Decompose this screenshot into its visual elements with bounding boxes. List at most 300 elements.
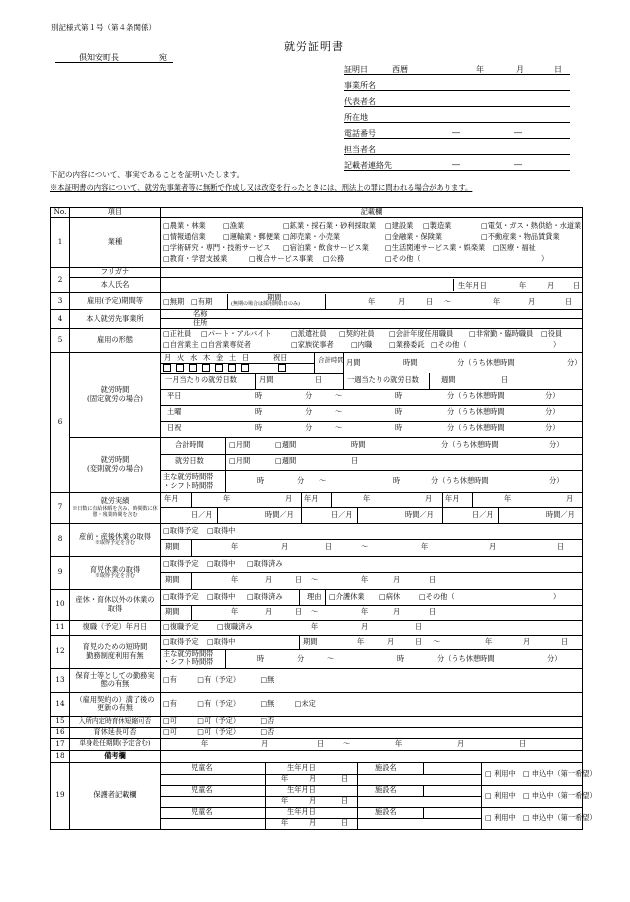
- industry-mining[interactable]: □鉱業・採石業・砂利採取業: [283, 220, 377, 230]
- wd-divider-2: [429, 373, 430, 389]
- sh-end-day: 日: [561, 636, 569, 646]
- hol-start-hour: 時: [255, 422, 263, 432]
- weekly-day-unit: 日: [501, 374, 509, 384]
- extend-no[interactable]: □否: [260, 727, 275, 737]
- work-record-cell: [70, 492, 161, 523]
- nursery-yes[interactable]: □有: [163, 674, 177, 684]
- writer-dash-2: ―: [514, 160, 522, 169]
- mat-tilde: ～: [361, 541, 369, 551]
- sat-end-hour: 時: [395, 406, 403, 416]
- end-year: 年: [493, 296, 501, 306]
- return-label: 復職（予定）年月日: [70, 620, 161, 635]
- check-fri[interactable]: [215, 364, 223, 372]
- reason-sick[interactable]: □病休: [379, 591, 401, 601]
- record-month-3[interactable]: [442, 493, 583, 523]
- emp-part-time[interactable]: □パート・アルバイト: [201, 329, 272, 339]
- wd-start-hour: 時: [255, 390, 263, 400]
- section-8-row: [51, 523, 583, 556]
- industry-research[interactable]: □学術研究・専門・技術サービス: [163, 242, 271, 252]
- check-sat[interactable]: [228, 364, 236, 372]
- shorten-leave-label: 入所内定時育休短縮可否: [70, 716, 161, 727]
- hol-break: 分（うち休憩時間: [447, 422, 505, 432]
- c3-div1: [265, 807, 266, 829]
- sh-start-min: 分: [297, 653, 305, 663]
- work-record-note: ※日数に有給休暇を含み、時間数に休憩・残業時間を含む: [72, 505, 158, 518]
- reason-other[interactable]: □その他（: [419, 591, 455, 601]
- r1-div: [191, 493, 192, 507]
- emp-self-family[interactable]: □自営業専従者: [201, 340, 251, 350]
- r1-hline: [161, 507, 301, 508]
- sat-break-min: 分）: [545, 406, 560, 416]
- var-day-unit: 日: [351, 455, 359, 465]
- section-6-variable-row: [51, 437, 583, 492]
- furigana-label: フリガナ: [70, 268, 161, 278]
- return-planned[interactable]: □復職予定: [163, 621, 199, 631]
- fixed-hours-unit: 時間: [403, 357, 418, 367]
- emp-contract[interactable]: □契約社員: [339, 329, 375, 339]
- industry-composite[interactable]: □複合サービス事業: [249, 253, 314, 263]
- cc-end-month: 月: [393, 574, 401, 584]
- remarks-label: 備考欄: [70, 750, 161, 762]
- ol-end-year: 年: [361, 606, 369, 616]
- industry-agri[interactable]: □農業・林業: [163, 220, 206, 230]
- monthly-day-unit: 日: [315, 374, 323, 384]
- mat-end-day: 日: [557, 541, 565, 551]
- tr-tilde: ～: [343, 738, 351, 748]
- holiday-hours-row[interactable]: [161, 421, 583, 437]
- saturday-hours-row[interactable]: [161, 405, 583, 422]
- sh-break: 分（うち休憩時間: [437, 653, 495, 663]
- child-row-1[interactable]: [161, 762, 597, 786]
- sh-tilde: ～: [433, 636, 441, 646]
- section-5-row: [51, 328, 583, 352]
- nursery-staff-field[interactable]: [161, 668, 583, 692]
- emp-dispatch[interactable]: □派遣社員: [291, 329, 327, 339]
- section-13-row: [51, 668, 583, 692]
- weekday-hours-row[interactable]: [161, 389, 583, 406]
- business-name-field[interactable]: [344, 80, 570, 91]
- var-break: 分（うち休憩時間: [441, 439, 499, 449]
- var-week-check[interactable]: □週間: [275, 439, 297, 449]
- section-15-row: [51, 716, 583, 727]
- variable-hours-block: [161, 437, 583, 492]
- renewal-no[interactable]: □無: [260, 698, 275, 708]
- monthly-days-label: 一月当たりの就労日数: [165, 374, 237, 384]
- transfer-label: 単身赴任期間(予定含む): [70, 738, 161, 750]
- mat-start-month: 月: [281, 541, 289, 551]
- other-planned[interactable]: □取得予定: [163, 591, 199, 601]
- section-2-furigana-row: [51, 268, 583, 278]
- furigana-field[interactable]: [161, 268, 583, 278]
- sh-break-min: 分）: [547, 653, 562, 663]
- shorten-yes-planned[interactable]: □可（予定）: [197, 716, 241, 726]
- renewal-yes[interactable]: □有: [163, 698, 177, 708]
- statement-text: 下記の内容について、事実であることを証明いたします。: [50, 170, 245, 179]
- record-month-2[interactable]: [301, 493, 443, 523]
- c3-status[interactable]: □ 利用中 □ 申込中（第一希望）: [485, 812, 597, 822]
- guardian-label: 保護者記載欄: [70, 762, 161, 829]
- renewal-field[interactable]: [161, 692, 583, 716]
- short-planned[interactable]: □取得予定: [163, 636, 199, 646]
- period-divider-2: [325, 294, 326, 309]
- other-in-progress[interactable]: □取得中: [207, 591, 236, 601]
- end-month: 月: [528, 296, 536, 306]
- r2-div: [331, 493, 332, 507]
- check-sun[interactable]: [241, 364, 249, 372]
- reason-div: [325, 590, 326, 605]
- industry-fishery[interactable]: □漁業: [223, 220, 245, 230]
- other-period-label: 期間: [165, 606, 180, 616]
- childcare-field[interactable]: [161, 556, 583, 589]
- c3-day: 日: [341, 817, 349, 827]
- holiday-label: 日祝: [167, 422, 182, 432]
- nursery-staff-label: 保育士等としての勤務実態の有無: [70, 668, 161, 692]
- sh-start-month: 月: [387, 636, 395, 646]
- r3-year: 年: [504, 493, 512, 503]
- other-done[interactable]: □取得済み: [247, 591, 283, 601]
- c2-month: 月: [309, 795, 317, 805]
- ol-end-day: 日: [429, 606, 437, 616]
- birth-month: 月: [547, 280, 555, 290]
- phone-dash-1: ―: [452, 128, 460, 137]
- c2-div1: [265, 785, 266, 807]
- work-record-label: 就労実績: [100, 496, 130, 506]
- c1-div3: [423, 763, 424, 774]
- section-2-no: 2: [51, 268, 70, 293]
- industry-lifestyle[interactable]: □生活関連サービス業・娯楽業: [385, 242, 486, 252]
- section-3-row: [51, 293, 583, 310]
- emp-regular[interactable]: □正社員: [163, 329, 192, 339]
- r3-month: 月: [566, 493, 574, 503]
- cc-start-month: 月: [265, 574, 273, 584]
- var-time-unit: 時間: [351, 439, 366, 449]
- industry-public[interactable]: □公務: [323, 253, 345, 263]
- industry-retail[interactable]: □卸売業・小売業: [283, 231, 341, 241]
- r3-div2: [498, 507, 499, 523]
- industry-utilities[interactable]: □電気・ガス・熱供給・水道業: [481, 220, 582, 230]
- section-14-row: [51, 692, 583, 716]
- check-mon[interactable]: [163, 364, 171, 372]
- section-14-no: 14: [51, 692, 70, 716]
- var-break-min: 分）: [549, 439, 564, 449]
- wd-end-hour: 時: [395, 390, 403, 400]
- employment-type-options[interactable]: [161, 328, 583, 352]
- saturday-label: 土曜: [167, 406, 182, 416]
- work-record-grid[interactable]: [161, 492, 583, 523]
- day-mon: 月: [164, 352, 172, 362]
- phone-field[interactable]: [344, 128, 570, 139]
- section-4-name-row: [51, 310, 583, 319]
- child-row-3[interactable]: [161, 806, 597, 829]
- sh-time-tilde: ～: [327, 653, 335, 663]
- section-3-no: 3: [51, 293, 70, 310]
- r3-div: [472, 493, 473, 507]
- indefinite-option[interactable]: □無期: [163, 296, 185, 306]
- c2-status[interactable]: □ 利用中 □ 申込中（第一希望）: [485, 790, 597, 800]
- birth-year: 年: [519, 280, 527, 290]
- industry-hospitality[interactable]: □宿泊業・飲食サービス業: [283, 242, 369, 252]
- var-shift-row[interactable]: [161, 470, 583, 492]
- shorten-leave-field[interactable]: [161, 716, 583, 727]
- hol-tilde: ～: [335, 422, 343, 432]
- writer-dash-1: ―: [452, 160, 460, 169]
- var-divider-3: [225, 470, 226, 492]
- reason-label: 理由: [307, 591, 322, 601]
- var-start-min: 分: [297, 475, 305, 485]
- emp-homework[interactable]: □内職: [351, 340, 373, 350]
- sh-end-month: 月: [523, 636, 531, 646]
- representative-field[interactable]: [344, 96, 570, 107]
- r2-hours: 時間／月: [405, 509, 434, 519]
- day-tue: 火: [177, 352, 185, 362]
- childcare-label: 育児休業の取得: [89, 564, 141, 574]
- maternity-in-progress[interactable]: □取得中: [207, 525, 236, 535]
- representative-label: 代表者名: [344, 97, 376, 106]
- period-note: (無期の場合は採用開始日のみ): [231, 300, 300, 307]
- addressee-line: [55, 52, 173, 63]
- day-fri: 金: [216, 352, 224, 362]
- short-div2: [225, 649, 226, 668]
- header-entry: 記載欄: [161, 208, 583, 218]
- weekday-grid[interactable]: [161, 353, 344, 374]
- extend-yes-planned[interactable]: □可（予定）: [197, 727, 241, 737]
- renewal-label: （雇用契約の）満了後の更新の有無: [70, 692, 161, 716]
- childcare-planned[interactable]: □取得予定: [163, 558, 199, 568]
- emp-outsourcing[interactable]: □業務委託: [389, 340, 425, 350]
- transfer-field[interactable]: [161, 738, 583, 750]
- address-field[interactable]: [344, 112, 570, 123]
- c1-facility-label: 施設名: [375, 762, 397, 772]
- childcare-done[interactable]: □取得済み: [247, 558, 283, 568]
- name-label: 本人氏名: [70, 278, 161, 293]
- r1-hours: 時間／月: [265, 509, 294, 519]
- c1-birth-label: 生年月日: [287, 762, 316, 772]
- var-month-check[interactable]: □月間: [229, 439, 251, 449]
- phone-dash-2: ―: [514, 128, 522, 137]
- tr-end-day: 日: [519, 738, 527, 748]
- r2-days: 日／月: [331, 509, 353, 519]
- record-month-1[interactable]: [161, 493, 302, 523]
- section-12-row: [51, 635, 583, 668]
- workplace-name-label: 名称: [193, 309, 208, 318]
- section-9-row: [51, 556, 583, 589]
- return-day: 日: [415, 621, 423, 631]
- c1-day: 日: [341, 773, 349, 783]
- r1-ym: 年月: [164, 493, 179, 503]
- ol-tilde: ～: [311, 606, 319, 616]
- mayor-name: 倶知安町長: [79, 53, 119, 62]
- section-11-no: 11: [51, 620, 70, 635]
- nursery-no[interactable]: □無: [260, 674, 275, 684]
- r3-hours: 時間／月: [546, 509, 575, 519]
- emp-self-employed[interactable]: □自営業主: [163, 340, 199, 350]
- section-12-no: 12: [51, 635, 70, 668]
- industry-finance[interactable]: □金融業・保険業: [385, 231, 443, 241]
- check-tue[interactable]: [176, 364, 184, 372]
- wd-tilde: ～: [335, 390, 343, 400]
- var-total-label: 合計時間: [175, 439, 204, 449]
- var-days-week[interactable]: □週間: [275, 455, 297, 465]
- c2-div4: [481, 785, 482, 807]
- c3-hline: [161, 818, 481, 819]
- industry-other[interactable]: □その他（: [385, 253, 421, 263]
- tr-end-year: 年: [395, 738, 403, 748]
- emp-officer[interactable]: □役員: [541, 329, 563, 339]
- var-tilde: ～: [319, 475, 327, 485]
- month-label: 月: [516, 65, 524, 74]
- period-field[interactable]: [161, 293, 583, 310]
- maternity-hline: [161, 539, 583, 540]
- other-div2: [191, 605, 192, 620]
- section-4-no: 4: [51, 310, 70, 329]
- cc-end-day: 日: [429, 574, 437, 584]
- c2-facility-label: 施設名: [375, 784, 397, 794]
- page-title: 就労証明書: [284, 40, 344, 53]
- check-thu[interactable]: [202, 364, 210, 372]
- c1-status[interactable]: □ 利用中 □ 申込中（第一希望）: [485, 768, 597, 778]
- fixed-hours-label: 就労時間 (固定就労の場合): [70, 352, 161, 437]
- cc-start-day: 日: [295, 574, 303, 584]
- c3-facility-label: 施設名: [375, 806, 397, 816]
- section-18-no: 18: [51, 750, 70, 762]
- short-div: [299, 636, 300, 649]
- maternity-field[interactable]: [161, 523, 583, 556]
- variable-hours-label: 就労時間 (変則就労の場合): [70, 437, 161, 492]
- c2-div3: [423, 785, 424, 796]
- sh-end-year: 年: [485, 636, 493, 646]
- emp-temporary[interactable]: □非常勤・臨時職員: [469, 329, 534, 339]
- period-caption: 期間: [267, 292, 282, 302]
- weekly-days-label: 一週当たりの就労日数: [347, 374, 419, 384]
- sh-end-hour: 時: [397, 653, 405, 663]
- emp-family-worker[interactable]: □家族従事者: [291, 340, 334, 350]
- end-day: 日: [565, 296, 573, 306]
- emp-other[interactable]: □その他（: [431, 340, 467, 350]
- r2-div2: [357, 507, 358, 523]
- name-field[interactable]: [161, 278, 583, 293]
- maternity-planned[interactable]: □取得予定: [163, 525, 199, 535]
- var-total-row[interactable]: [161, 438, 583, 455]
- remarks-field[interactable]: [161, 750, 583, 762]
- section-16-no: 16: [51, 727, 70, 738]
- other-hline: [161, 605, 583, 606]
- c3-year: 年: [281, 817, 289, 827]
- reason-nursing[interactable]: □介護休業: [329, 591, 365, 601]
- guardian-field: [161, 762, 597, 829]
- section-18-row: [51, 750, 583, 762]
- certification-date[interactable]: [344, 64, 570, 75]
- renewal-undecided[interactable]: □未定: [294, 698, 316, 708]
- return-year: 年: [311, 621, 319, 631]
- industry-transport[interactable]: □運輸業・郵便業: [223, 231, 281, 241]
- era-label: 西暦: [392, 65, 408, 74]
- renewal-yes-planned[interactable]: □有（予定）: [197, 698, 241, 708]
- monthly-days-row[interactable]: [161, 373, 583, 390]
- contact-person-field[interactable]: [344, 144, 570, 155]
- industry-construction[interactable]: □建設業: [385, 220, 414, 230]
- childcare-in-progress[interactable]: □取得中: [207, 558, 236, 568]
- industry-ict[interactable]: □情報通信業: [163, 231, 206, 241]
- section-5-no: 5: [51, 328, 70, 352]
- c1-month: 月: [309, 773, 317, 783]
- shorten-no[interactable]: □否: [260, 716, 275, 726]
- workplace-name-field[interactable]: [161, 310, 583, 319]
- var-days-row[interactable]: [161, 454, 583, 471]
- fixed-break-note: 分（うち休憩時間: [457, 357, 515, 367]
- c2-day: 日: [341, 795, 349, 805]
- certificate-table: [50, 207, 597, 830]
- fixed-month-label: 月間: [346, 357, 361, 367]
- section-10-row: [51, 589, 583, 620]
- start-day: 日: [426, 296, 434, 306]
- industry-options[interactable]: [161, 218, 583, 268]
- warning-text: ※本証明書の内容について、就労先事業者等に無断で作成し又は改変を行ったときには、刑法上の罪に問われる場合があります。: [50, 183, 473, 192]
- section-1-row: [51, 218, 583, 268]
- return-field[interactable]: [161, 620, 583, 635]
- var-days-month[interactable]: □月間: [229, 455, 251, 465]
- var-shift-break: 分（うち休憩時間: [431, 475, 489, 485]
- var-start-hour: 時: [257, 475, 265, 485]
- ol-end-month: 月: [393, 606, 401, 616]
- r1-days: 日／月: [191, 509, 213, 519]
- child-row-2[interactable]: [161, 784, 597, 808]
- wd-break-min: 分）: [545, 390, 560, 400]
- fixed-term-option[interactable]: □有期: [191, 296, 213, 306]
- maternity-cell: [70, 523, 161, 556]
- industry-manufacturing[interactable]: □製造業: [423, 220, 452, 230]
- ol-start-month: 月: [265, 606, 273, 616]
- day-sat: 土: [229, 352, 237, 362]
- industry-education[interactable]: □教育・学習支援業: [163, 253, 228, 263]
- return-done[interactable]: □復職済み: [217, 621, 253, 631]
- day-holiday: 祝日: [273, 352, 288, 362]
- header-no: No.: [51, 208, 70, 218]
- c1-year: 年: [281, 773, 289, 783]
- emp-fiscal-year[interactable]: □会計年度任用職員: [389, 329, 454, 339]
- industry-realestate[interactable]: □不動産業・物品賃貸業: [481, 231, 560, 241]
- total-hours-label: 合計時間: [318, 355, 344, 364]
- other-leave-field[interactable]: [161, 589, 583, 620]
- shorten-yes[interactable]: □可: [163, 716, 177, 726]
- extend-leave-label: 育休延長可否: [70, 727, 161, 738]
- short-hours-field[interactable]: [161, 635, 583, 668]
- childcare-div: [191, 572, 192, 589]
- industry-medical[interactable]: □医療・福祉: [493, 242, 536, 252]
- day-label: 日: [554, 65, 562, 74]
- fixed-hours-block: [161, 352, 583, 437]
- short-in-progress[interactable]: □取得中: [207, 636, 236, 646]
- section-16-row: [51, 727, 583, 738]
- industry-other-close: ）: [541, 253, 549, 263]
- check-holiday[interactable]: [278, 364, 286, 372]
- maternity-period-label: 期間: [165, 541, 180, 551]
- workplace-address-field[interactable]: [161, 319, 583, 328]
- r2-hline: [301, 507, 442, 508]
- r3-days: 日／月: [472, 509, 494, 519]
- sat-start-min: 分: [305, 406, 313, 416]
- extend-leave-field[interactable]: [161, 727, 583, 738]
- nursery-yes-planned[interactable]: □有（予定）: [197, 674, 241, 684]
- ol-start-day: 日: [295, 606, 303, 616]
- var-shift-label: 主な就労時間帯 ・シフト時間帯: [163, 471, 214, 490]
- period-tilde: ～: [444, 296, 452, 306]
- check-wed[interactable]: [189, 364, 197, 372]
- extend-yes[interactable]: □可: [163, 727, 177, 737]
- header-row: [51, 208, 583, 218]
- writer-contact-field[interactable]: [344, 160, 570, 171]
- year-label: 年: [476, 65, 484, 74]
- tr-start-month: 月: [261, 738, 269, 748]
